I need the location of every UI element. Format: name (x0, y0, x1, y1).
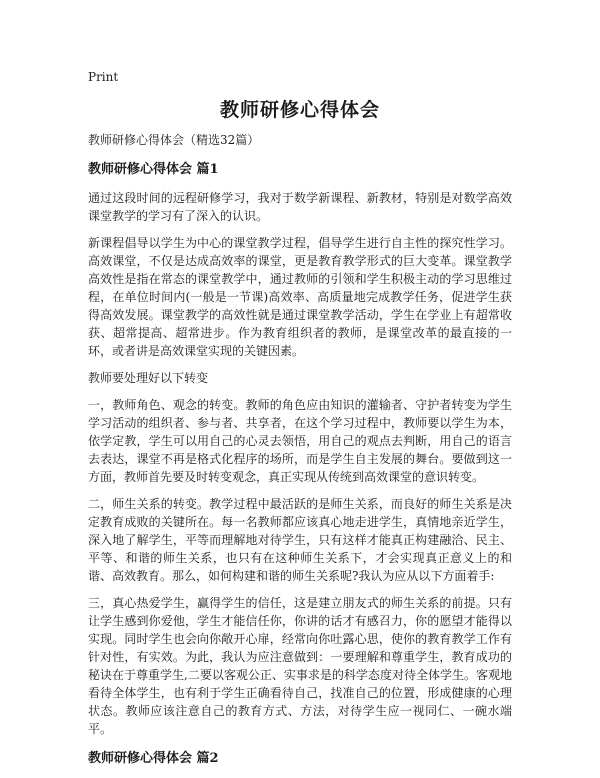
document-subtitle: 教师研修心得体会（精选32篇） (88, 133, 260, 147)
document-body (88, 132, 512, 778)
section-heading-2: 教师研修心得体会 篇2 (88, 751, 219, 766)
paragraph-intro: 通过这段时间的远程研修学习，我对于数学新课程、新教材，特别是对数学高效课堂教学的学习有了深入的认识。 (88, 191, 512, 223)
paragraph-transitions-heading: 教师要处理好以下转变 (88, 371, 209, 385)
print-link[interactable]: Print (88, 70, 119, 84)
paragraph-point-three: 三，真心热爱学生，赢得学生的信任，这是建立朋友式的师生关系的前提。只有让学生感到你爱他，学生才能信任你，你讲的话才有感召力，你的愿望才能得以实现。同时学生也会向你敞开心扉，经常向你吐露心思，使你的教育教学工作有针对性，有实效。为此，我认为应注意做到：一要理解和尊重学生，教育成功的秘诀在于尊重学生,二要以客观公正、实事求是的科学态度对待全体学生。客观地看待全体学生，也有利于学生正确看待自己，找准自己的位置，形成健康的心理状态。教师应该注意自己的教育方式、方法，对待学生应一视同仁、一碗水端平。 (88, 596, 512, 736)
page-title: 教师研修心得体会 (219, 99, 380, 121)
paragraph-new-curriculum: 新课程倡导以学生为中心的课堂教学过程，倡导学生进行自主性的探究性学习。高效课堂，不仅是达成高效率的课堂，更是教育教学形式的巨大变革。课堂教学高效性是指在常态的课堂教学中，通过教师的引领和学生积极主动的学习思维过程，在单位时间内(一般是一节课)高效率、高质量地完成教学任务，促进学生获得高效发展。课堂教学的高效性就是通过课堂教学活动，学生在学业上有超常收获、超常提高、超常进步。作为教育组织者的教师，是课堂改革的最直接的一环，或者讲是高效课堂实现的关键因素。 (88, 236, 512, 358)
section-heading-1: 教师研修心得体会 篇1 (88, 162, 219, 177)
paragraph-point-one: 一，教师角色、观念的转变。教师的角色应由知识的灌输者、守护者转变为学生学习活动的组织者、参与者、共享者，在这个学习过程中，教师要以学生为本，依学定教，学生可以用自己的心灵去领悟，用自己的观点去判断，用自己的语言去表达，课堂不再是格式化程序的场所，而是学生自主发展的舞台。要做到这一方面，教师首先要及时转变观念，真正实现从传统到高效课堂的意识转变。 (88, 398, 512, 484)
paragraph-point-two: 二，师生关系的转变。教学过程中最活跃的是师生关系，而良好的师生关系是决定教育成败的关键所在。每一名教师都应该真心地走进学生，真情地亲近学生，深入地了解学生，平等而理解地对待学生，只有这样才能真正构建融洽、民主、平等、和谐的师生关系，也只有在这种师生关系下，才会实现真正意义上的和谐、高效教育。那么，如何构建和谐的师生关系呢?我认为应从以下方面着手: (88, 497, 512, 583)
